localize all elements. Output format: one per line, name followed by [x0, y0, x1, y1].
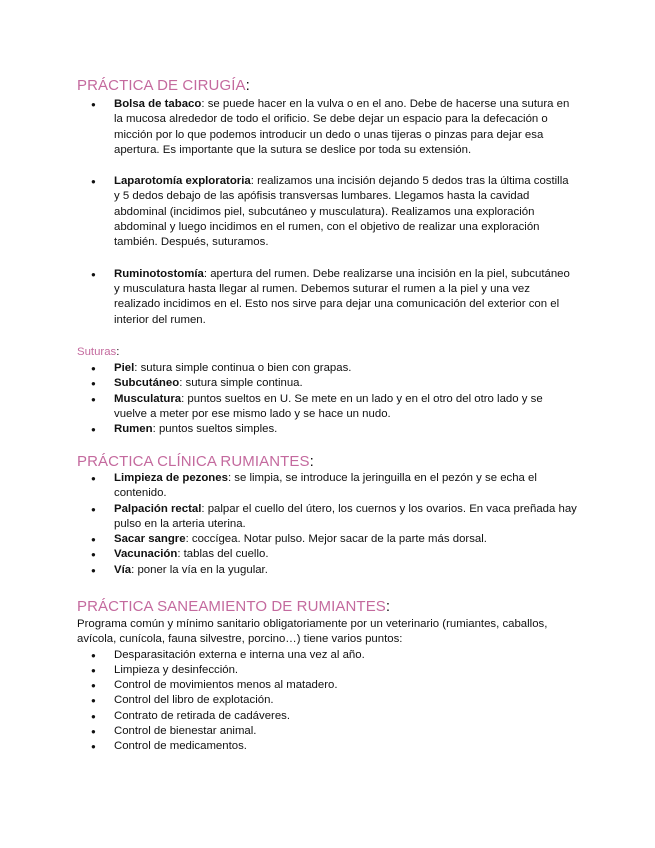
clinica-list	[77, 471, 577, 578]
suturas-heading: Suturas:	[77, 346, 120, 358]
list-item: ● Ruminotostomía: apertura del rumen. Debe realizarse una incisión en la piel, subcutáneo y musculatura hasta llegar al rumen. Debemos suturar el rumen a la piel y una vez realizado incidimos en el. Esto nos sirve para dejar una comunicación del exterior con el interior del rumen.	[77, 267, 577, 328]
list-item: ● Limpieza de pezones: se limpia, se introduce la jeringuilla en el pezón y se echa el contenido.	[77, 471, 577, 502]
saneamiento-list	[77, 648, 577, 755]
list-item: ● Bolsa de tabaco: se puede hacer en la vulva o en el ano. Debe de hacerse una sutura en la mucosa alrededor de todo el orificio. Se debe dejar un espacio para la defecación o micción por lo que podemos introducir un dedo o unas tijeras o pinzas para dejar esa apertura. Es importante que la sutura se deslice por toda su extensión.	[77, 97, 577, 158]
cirugia-list	[77, 97, 577, 328]
list-item: ● Vacunación: tablas del cuello.	[77, 547, 577, 562]
saneamiento-intro: Programa común y mínimo sanitario obligatoriamente por un veterinario (rumiantes, caballos, avícola, cunícola, fauna silvestre, porcino…) tiene varios puntos:	[77, 618, 548, 646]
section-title: PRÁCTICA DE CIRUGÍA:	[77, 77, 250, 94]
list-item: ● Sacar sangre: coccígea. Notar pulso. Mejor sacar de la parte más dorsal.	[77, 532, 577, 547]
list-item: ● Musculatura: puntos sueltos en U. Se mete en un lado y en el otro del otro lado y se vuelve a meter por ese mismo lado y se hace un nudo.	[77, 392, 577, 423]
list-item: ● Subcutáneo: sutura simple continua.	[77, 376, 577, 391]
suturas-list	[77, 361, 577, 437]
list-item: ● Desparasitación externa e interna una vez al año.	[77, 648, 577, 663]
list-item: ● Piel: sutura simple continua o bien con grapas.	[77, 361, 577, 376]
section-cirugia	[77, 77, 577, 328]
section-clinica	[77, 453, 577, 578]
suturas-block	[77, 345, 577, 437]
list-item: ● Vía: poner la vía en la yugular.	[77, 563, 577, 578]
list-item: ● Palpación rectal: palpar el cuello del útero, los cuernos y los ovarios. En vaca preñada hay pulso en la arteria uterina.	[77, 502, 577, 533]
list-item: ● Rumen: puntos sueltos simples.	[77, 422, 577, 437]
list-item: ● Control de movimientos menos al matadero.	[77, 678, 577, 693]
list-item: ● Control de medicamentos.	[77, 739, 577, 754]
list-item: ● Contrato de retirada de cadáveres.	[77, 709, 577, 724]
list-item: ● Laparotomía exploratoria: realizamos una incisión dejando 5 dedos tras la última costilla y 5 dedos debajo de las apófisis transversas lumbares. Llegamos hasta la cavidad abdominal (incidimos piel, subcutáneo y musculatura). Realizamos una exploración abdominal y luego incidimos en el rumen, con el objetivo de realizar una exploración también. Después, suturamos.	[77, 174, 577, 250]
list-item: ● Control del libro de explotación.	[77, 693, 577, 708]
section-title: PRÁCTICA CLÍNICA RUMIANTES:	[77, 453, 314, 470]
section-title: PRÁCTICA SANEAMIENTO DE RUMIANTES:	[77, 598, 391, 615]
list-item: ● Limpieza y desinfección.	[77, 663, 577, 678]
section-saneamiento	[77, 598, 577, 755]
list-item: ● Control de bienestar animal.	[77, 724, 577, 739]
